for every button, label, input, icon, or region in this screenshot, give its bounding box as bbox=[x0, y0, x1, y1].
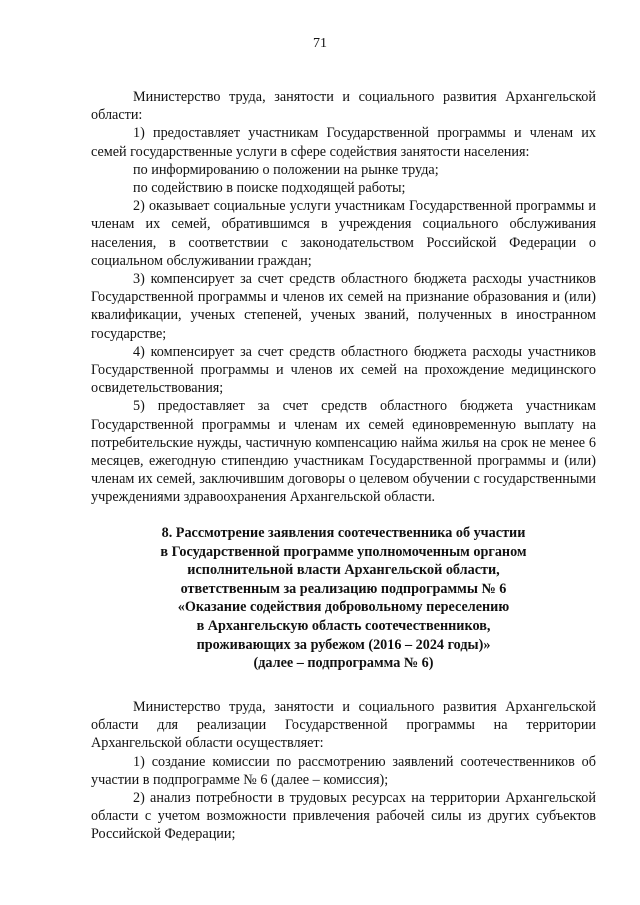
paragraph-ministry-intro: Министерство труда, занятости и социального развития Архангельской области: bbox=[91, 89, 596, 124]
bottom-section bbox=[91, 698, 596, 844]
heading-line: в Государственной программе уполномоченным органом bbox=[160, 543, 527, 560]
heading-line: «Оказание содействия добровольному переселению bbox=[177, 599, 510, 616]
paragraph-item-4: 4) компенсирует за счет средств областного бюджета расходы участников Государственной программы и членов их семей на прохождение медицинского освидетельствования; bbox=[91, 343, 596, 397]
heading-line: исполнительной власти Архангельской области, bbox=[187, 562, 500, 579]
paragraph-item-5: 5) предоставляет за счет средств областного бюджета участникам Государственной программы и членам их семей единовременную выплату на потребительские нужды, частичную компенсацию найма жилья на срок не менее 6 месяцев, ежегодную стипендию участникам Государственной программы и (или) членам их семей, заключившим договоры о целевом обучении с государственными учреждениями здравоохранения Архангельской области. bbox=[91, 398, 596, 506]
heading-line: 8. Рассмотрение заявления соотечественника об участии bbox=[161, 525, 526, 541]
paragraph-item-2: 2) оказывает социальные услуги участникам Государственной программы и членам их семей, обратившимся в учреждения социального обслуживания населения, в соответствии с законодательством Российской Федерации о социальном обслуживании граждан; bbox=[91, 198, 596, 269]
page-number: 71 bbox=[313, 36, 327, 51]
top-section bbox=[91, 88, 596, 507]
heading-line: (далее – подпрограмма № 6) bbox=[253, 655, 434, 672]
section-heading bbox=[91, 524, 596, 673]
paragraph-item-1: 1) предоставляет участникам Государственной программы и членам их семей государственные услуги в сфере содействия занятости населения: bbox=[91, 125, 596, 160]
heading-line: проживающих за рубежом (2016 – 2024 годы)» bbox=[196, 636, 491, 653]
paragraph-ministry-implements: Министерство труда, занятости и социального развития Архангельской области для реализации Государственной программы на территории Архангельской области осуществляет: bbox=[91, 699, 596, 752]
paragraph-commission: 1) создание комиссии по рассмотрению заявлений соотечественников об участии в подпрограмме № 6 (далее – комиссия); bbox=[91, 753, 596, 788]
heading-line: ответственным за реализацию подпрограммы № 6 bbox=[180, 580, 507, 597]
paragraph-labor-analysis: 2) анализ потребности в трудовых ресурсах на территории Архангельской области с учетом возможности привлечения рабочей силы из других субъектов Российской Федерации; bbox=[91, 790, 596, 843]
heading-line: в Архангельскую область соотечественников, bbox=[196, 617, 491, 634]
paragraph-item-1a: по информированию о положении на рынке труда; bbox=[133, 161, 439, 178]
paragraph-item-3: 3) компенсирует за счет средств областного бюджета расходы участников Государственной программы и членов их семей на признание образования и (или) квалификации, ученых степеней, ученых званий, полученных в иностранном государстве; bbox=[91, 271, 596, 342]
paragraph-item-1b: по содействию в поиске подходящей работы; bbox=[133, 180, 406, 197]
